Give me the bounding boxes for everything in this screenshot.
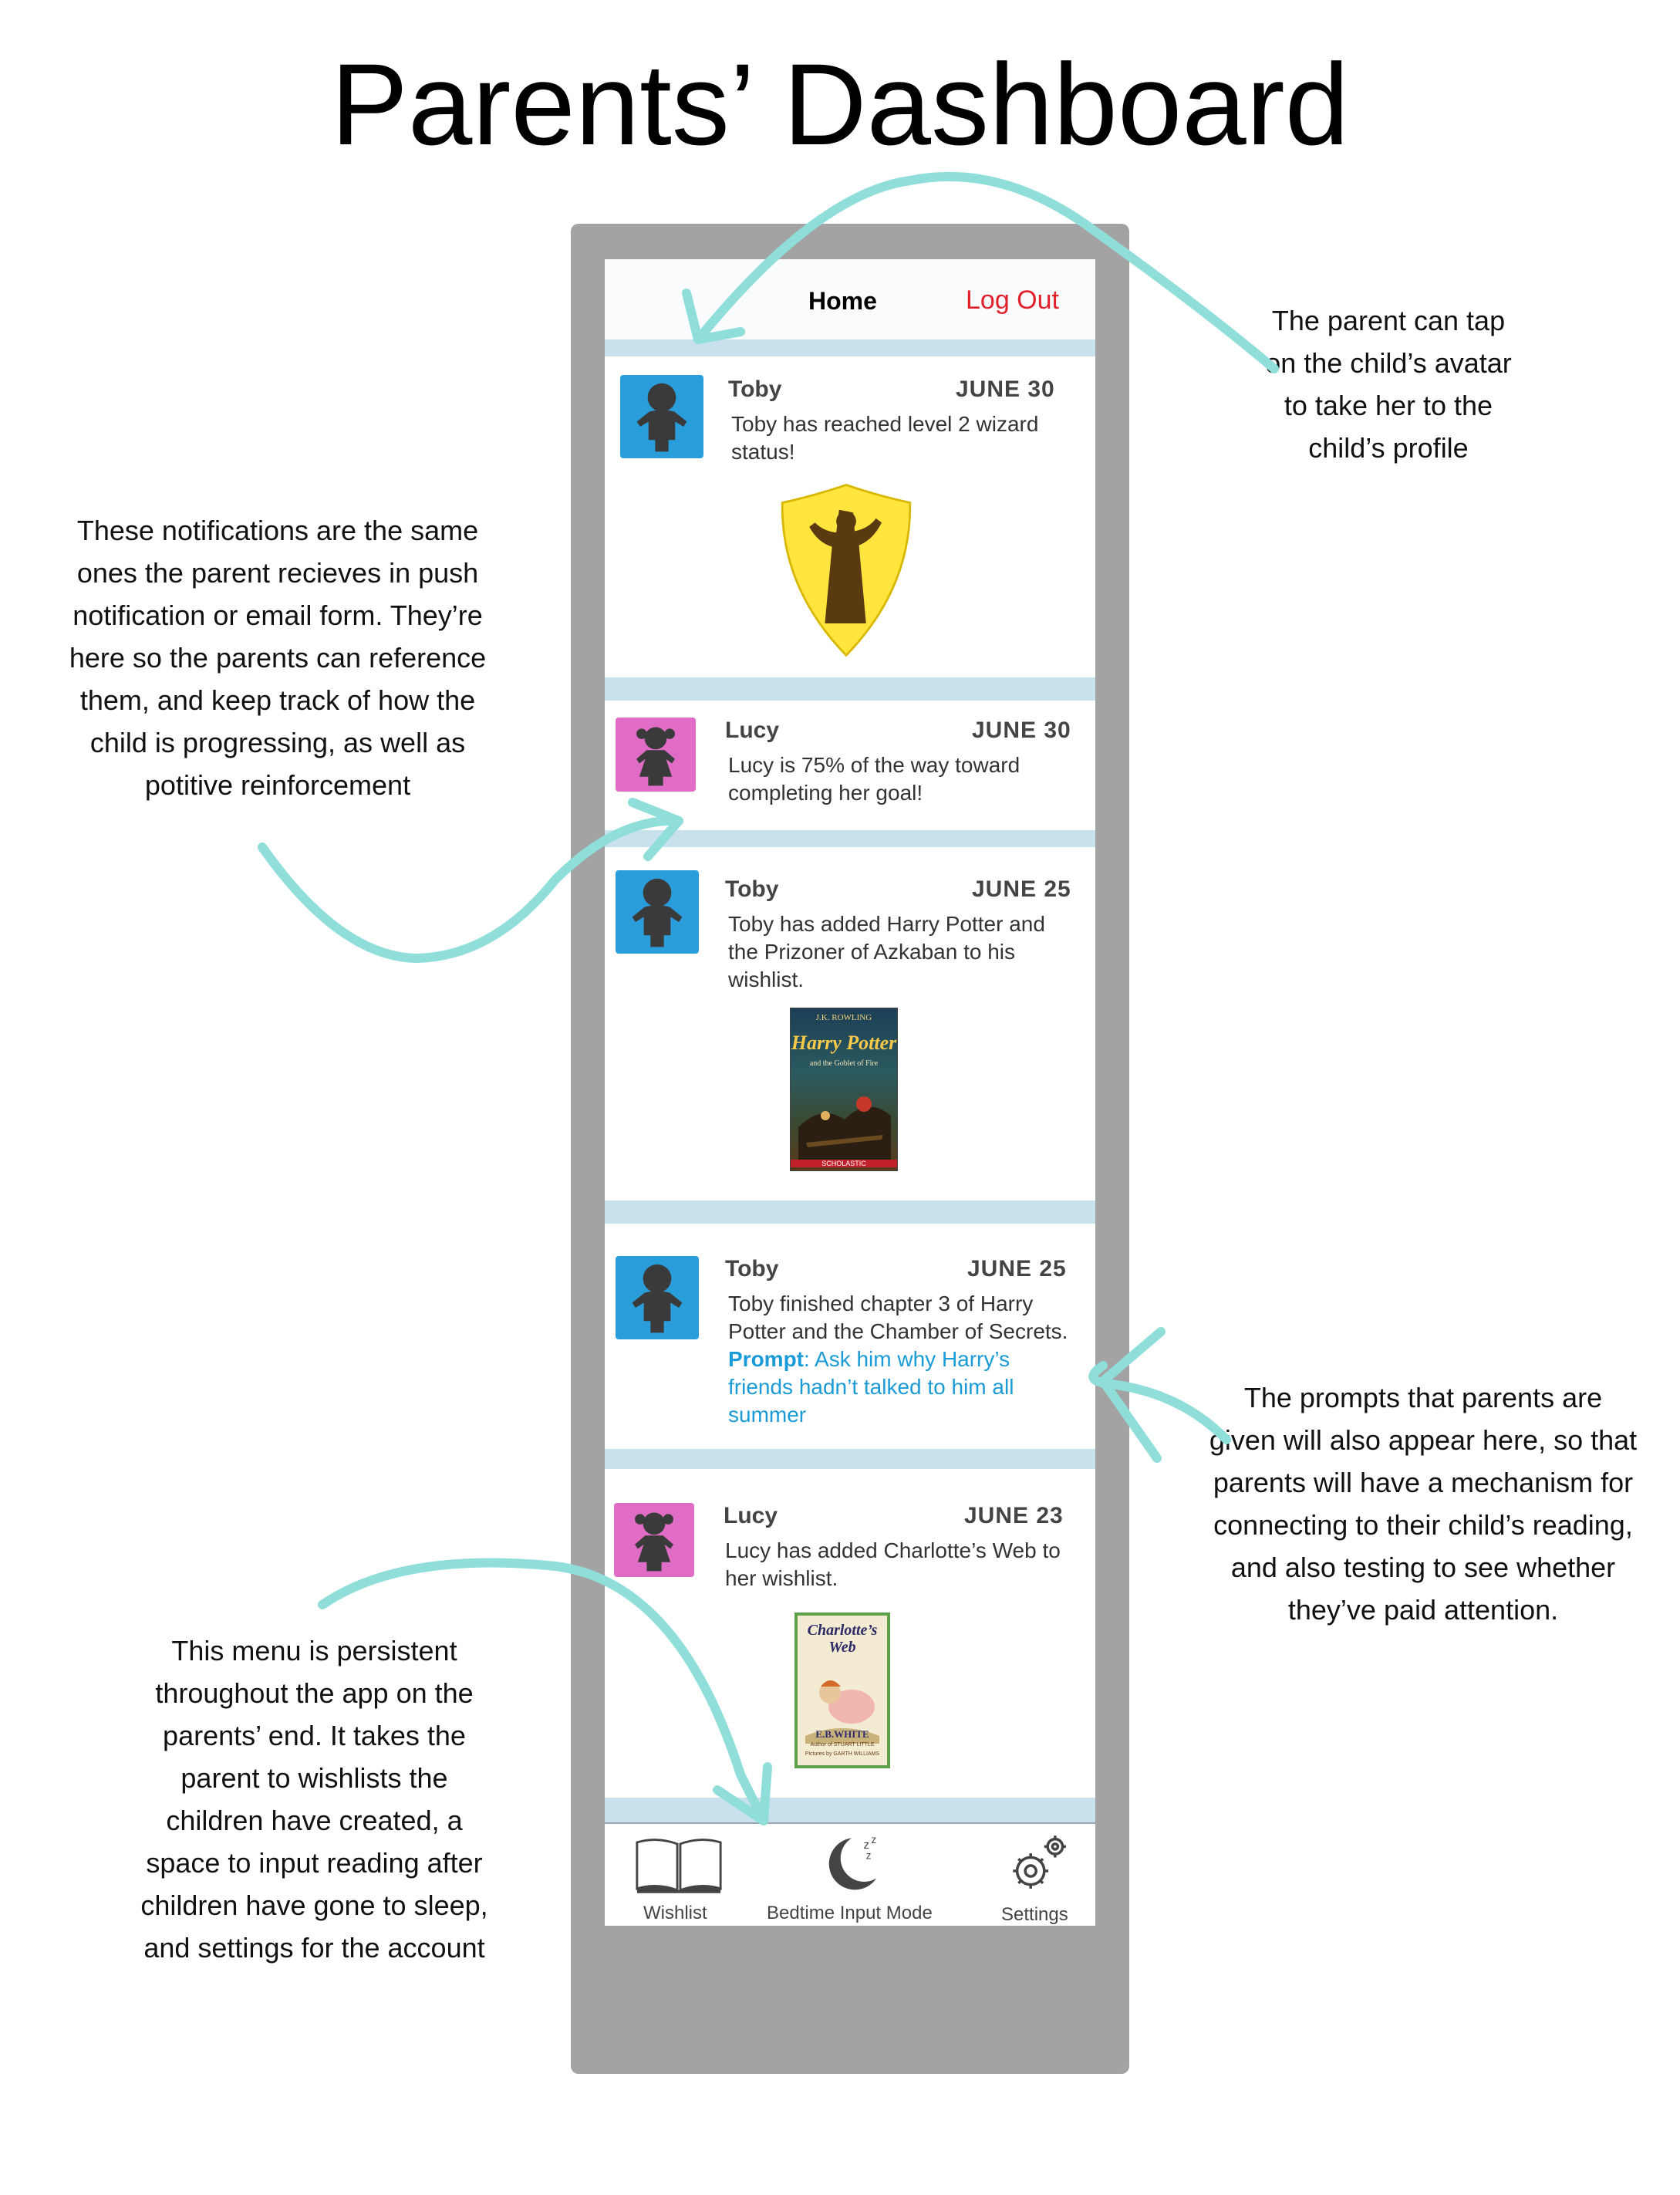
child-avatar-toby[interactable]	[620, 375, 703, 458]
bottom-nav	[605, 1822, 1095, 1926]
svg-text:z: z	[863, 1838, 870, 1852]
open-book-icon	[634, 1835, 724, 1895]
nav-label: Wishlist	[643, 1903, 707, 1923]
annotation-prompts: The prompts that parents are given will also appear here, so that parents will have a mechanism for connecting to their child’s reading, and also testing to see whether they’ve paid attention.	[1209, 1382, 1638, 1626]
notification-card	[605, 701, 1095, 815]
child-name: Lucy	[724, 1503, 778, 1528]
child-name: Toby	[725, 1256, 779, 1282]
separator	[605, 1798, 1095, 1822]
gears-icon	[1003, 1832, 1072, 1900]
parent-prompt[interactable]	[728, 1347, 1014, 1427]
separator	[605, 830, 1095, 847]
nav-wishlist[interactable]	[628, 1830, 720, 1923]
notification-date: JUNE 30	[956, 377, 1055, 402]
prompt-text: : Ask him why Harry’s friends hadn’t talked to him all summer	[728, 1347, 1014, 1427]
book-author: J.K. ROWLING	[815, 1013, 872, 1022]
separator	[605, 1200, 1095, 1224]
logout-button[interactable]: Log Out	[966, 285, 1059, 315]
home-title: Home	[808, 287, 877, 315]
notification-message: Toby has reached level 2 wizard status!	[731, 412, 1039, 464]
notification-date: JUNE 23	[964, 1503, 1064, 1528]
notification-message: Lucy has added Charlotte’s Web to her wishlist.	[725, 1538, 1061, 1590]
book-subtitle: and the Goblet of Fire	[809, 1059, 879, 1068]
child-silhouette-icon	[616, 1256, 699, 1339]
child-silhouette-icon	[620, 375, 703, 458]
child-silhouette-icon	[616, 718, 696, 792]
notification-date: JUNE 30	[972, 718, 1071, 743]
prompt-label: Prompt	[728, 1347, 804, 1371]
nav-settings[interactable]	[992, 1830, 1085, 1923]
phone-screen	[605, 259, 1095, 1926]
book-title: Charlotte’s Web	[807, 1622, 878, 1656]
app-header	[605, 259, 1095, 339]
child-silhouette-icon	[616, 870, 699, 954]
notification-date: JUNE 25	[972, 876, 1071, 902]
child-avatar-lucy[interactable]	[616, 718, 696, 792]
nav-bedtime-input-mode[interactable]	[759, 1830, 944, 1923]
child-avatar-lucy[interactable]	[614, 1503, 694, 1577]
notification-card	[605, 1224, 1095, 1460]
child-name: Lucy	[725, 718, 780, 743]
book-publisher: SCHOLASTIC	[791, 1160, 897, 1167]
cover-illustration	[791, 1073, 897, 1166]
notification-card	[605, 1469, 1095, 1798]
wizard-badge-icon	[773, 481, 919, 659]
notification-card	[605, 356, 1095, 677]
book-illustrator-line: Pictures by GARTH WILLIAMS	[805, 1751, 880, 1757]
book-cover-charlottes-web[interactable]	[794, 1612, 890, 1768]
page-title: Parents’ Dashboard	[330, 39, 1350, 169]
child-name: Toby	[728, 377, 782, 402]
book-cover-harry-potter[interactable]	[790, 1008, 898, 1171]
separator	[605, 1449, 1095, 1469]
separator	[605, 677, 1095, 701]
annotation-menu: This menu is persistent throughout the app on the parents’ end. It takes the parent to wishlists the children have created, a space to input reading after children have gone to sleep, and settings for the account	[140, 1635, 488, 1964]
book-author: E.B.WHITE	[815, 1728, 869, 1740]
annotation-avatar: The parent can tap on the child’s avatar to take her to the child’s profile	[1265, 305, 1512, 464]
annotation-notifications: These notifications are the same ones the parent recieves in push notification or email form. They’re here so the parents can reference them, and keep track of how the child is progressing, as well as potitive reinforcement	[69, 515, 487, 801]
svg-text:z: z	[871, 1834, 877, 1846]
child-name: Toby	[725, 876, 779, 902]
svg-text:z: z	[865, 1849, 872, 1862]
book-author-line: Author of STUART LITTLE	[810, 1742, 875, 1748]
child-avatar-toby[interactable]	[616, 1256, 699, 1339]
notification-message-with-prompt	[728, 1290, 1075, 1429]
child-avatar-toby[interactable]	[616, 870, 699, 954]
notification-message: Toby finished chapter 3 of Harry Potter and the Chamber of Secrets.	[728, 1292, 1068, 1343]
nav-label: Bedtime Input Mode	[767, 1903, 933, 1923]
notification-card	[605, 847, 1095, 1200]
child-silhouette-icon	[614, 1503, 694, 1577]
notification-message: Toby has added Harry Potter and the Prizoner of Azkaban to his wishlist.	[728, 912, 1045, 991]
separator	[605, 339, 1095, 356]
notification-date: JUNE 25	[967, 1256, 1067, 1282]
book-title: Harry Potter	[791, 1032, 897, 1054]
notification-message: Lucy is 75% of the way toward completing her goal!	[728, 753, 1020, 805]
moon-zzz-icon	[821, 1832, 886, 1896]
nav-label: Settings	[1001, 1904, 1068, 1925]
